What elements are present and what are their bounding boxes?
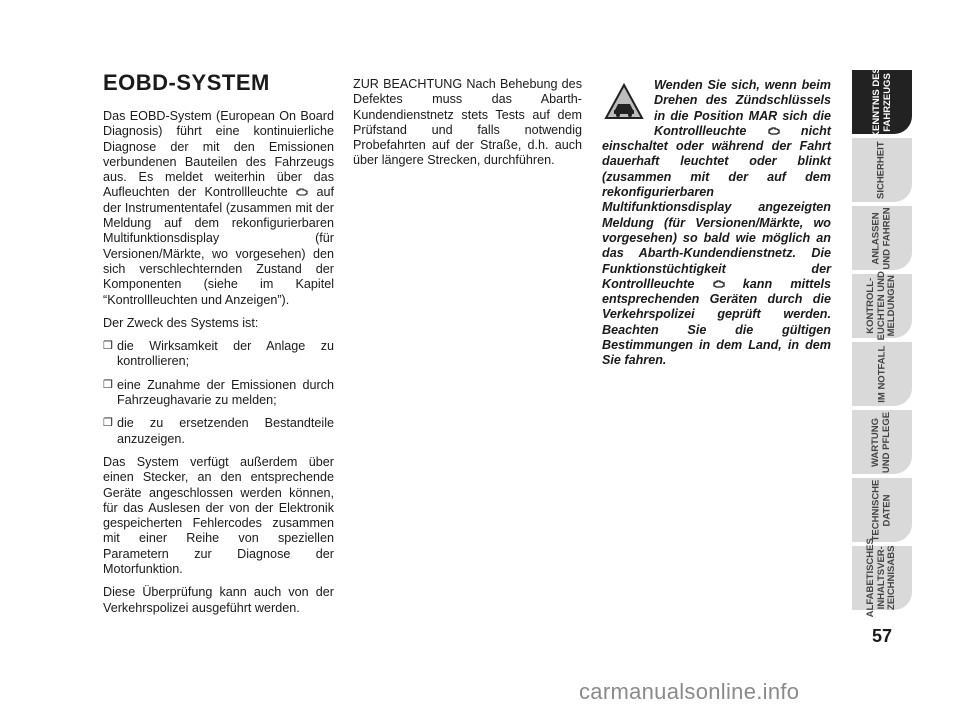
right-column: Wenden Sie sich, wenn beim Drehen des Zündschlüssels in die Position MAR sich die Kontrollleuchte nicht einschaltet oder während der Fahrt dauerhaft leuchtet oder blinkt (zusammen mit der auf dem rekonfigurierbaren Multifunktionsdisplay angezeigten Meldung (für Versionen/Märkte, wo vorgesehen) so bald wie möglich an das Abarth-Kundendienstnetz. Die Funktionstüchtigkeit der Kontrollleuchte kann mittels entsprechenden Geräten durch die Verkehrspolizei geprüft werden. Beachten Sie die gültigen Bestimmungen in dem Land, in dem Sie fahren.: [602, 78, 832, 368]
engine-lamp-icon: [713, 279, 725, 289]
checkbox-bullet-icon: ❒: [103, 378, 113, 391]
tab-kontrollleuchten[interactable]: KONTROLL- EUCHTEN UND MELDUNGEN: [852, 274, 912, 338]
page-number: 57: [871, 626, 893, 646]
police-paragraph: Diese Überprüfung kann auch von der Verkehrspolizei ausgeführt werden.: [103, 585, 334, 615]
intro-paragraph: Das EOBD-System (European On Board Diagnosis) führt eine kontinuierliche Diagnose der mit den Emissionen verbundenen Bauteilen des Fahrzeugs aus. Es meldet weiterhin über das Aufleuchten der Kontrollleuchte auf der Instrumententafel (zusammen mit der Meldung auf dem rekonfigurierbaren Multifunktionsdisplay (für Versionen/Märkte, wo vorgesehen) den sich verschlechternden Zustand der Komponenten (siehe im Kapitel “Kontrollleuchten und Anzeigen”).: [103, 109, 335, 307]
list-item: ❒ eine Zunahme der Emissionen durch Fahrzeughavarie zu melden;: [103, 377, 334, 408]
engine-lamp-icon: [768, 126, 780, 136]
list-item: ❒ die Wirksamkeit der Anlage zu kontrollieren;: [103, 339, 334, 369]
tab-inhaltsverzeichnis[interactable]: ALFABETISCHES INHALTSVER- ZEICHNISABS: [852, 546, 912, 610]
section-title: EOBD-SYSTEM: [103, 70, 270, 95]
watermark: carmanualsonline.info: [579, 679, 800, 704]
purpose-paragraph: Der Zweck des Systems ist:: [103, 315, 259, 330]
tab-technische-daten[interactable]: TECHNISCHE DATEN: [852, 478, 912, 542]
note-paragraph: ZUR BEACHTUNG Nach Behebung des Defektes muss das Abarth-Kundendienstnetz stets Tests auf dem Prüfstand und falls notwendig Probefahrten auf der Straße, d.h. auch über längere Strecken, durchführen.: [353, 77, 582, 168]
middle-column: [353, 77, 582, 177]
list-item: ❒ die zu ersetzenden Bestandteile anzuzeigen.: [103, 416, 334, 446]
left-column: [103, 71, 334, 624]
tab-wartung-und-pflege[interactable]: WARTUNG UND PFLEGE: [852, 410, 912, 474]
tab-im-notfall[interactable]: IM NOTFALL: [852, 342, 912, 406]
engine-lamp-icon: [296, 187, 308, 197]
tab-sicherheit[interactable]: SICHERHEIT: [852, 138, 912, 202]
checkbox-bullet-icon: ❒: [103, 340, 113, 353]
checkbox-bullet-icon: ❒: [103, 417, 113, 430]
tab-anlassen-und-fahren[interactable]: ANLASSEN UND FAHREN: [852, 206, 912, 270]
tab-kenntnis-des-fahrzeugs[interactable]: KENNTNIS DES FAHRZEUGS: [852, 70, 912, 134]
connector-paragraph: Das System verfügt außerdem über einen Stecker, an den entsprechende Geräte angeschlossen werden können, für das Auslesen der von der Elektronik gespeicherten Fehlercodes zusammen mit einer Reihe von speziellen Parametern zur Diagnose der Motorfunktion.: [103, 454, 334, 577]
warning-car-icon: [602, 80, 646, 124]
